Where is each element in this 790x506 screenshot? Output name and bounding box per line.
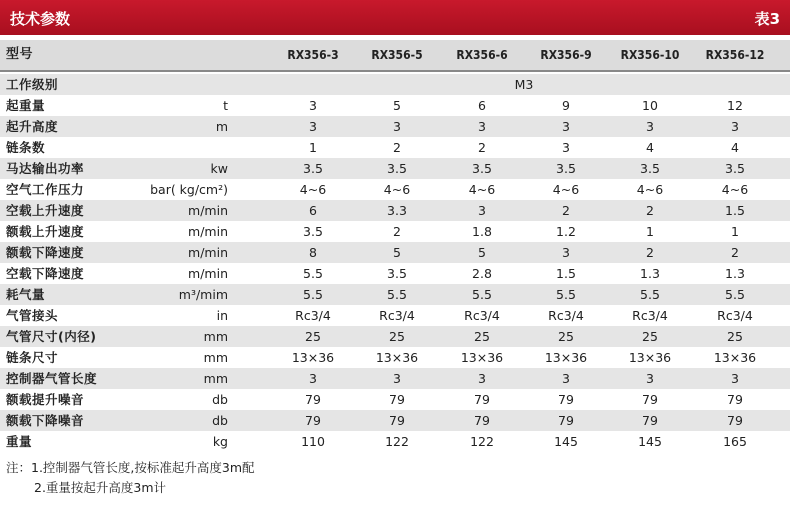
model-name: RX356-10 <box>620 48 680 62</box>
model-name: RX356-5 <box>371 48 423 62</box>
param-value: 13×36 <box>375 350 419 365</box>
param-unit: bar( kg/cm²) <box>150 182 228 197</box>
table-header-bar <box>0 0 790 35</box>
param-value: 79 <box>642 392 658 407</box>
param-value: 4~6 <box>552 182 580 197</box>
param-name: 额载上升速度 <box>6 224 85 239</box>
param-value: 9 <box>562 98 570 113</box>
param-name: 空载上升速度 <box>6 203 85 218</box>
param-value: 3 <box>309 98 317 113</box>
param-value: 3.5 <box>640 161 660 176</box>
param-value: 1.3 <box>725 266 745 281</box>
note-line: 2.重量按起升高度3m计 <box>34 480 167 495</box>
param-value: Rc3/4 <box>717 308 753 323</box>
param-value: 79 <box>305 392 321 407</box>
param-value: 3 <box>393 371 401 386</box>
param-value: 4~6 <box>636 182 664 197</box>
param-unit: m³/mim <box>178 287 228 302</box>
param-value: 122 <box>385 434 409 449</box>
param-value: 2 <box>393 224 401 239</box>
param-value: 25 <box>558 329 574 344</box>
param-value: 110 <box>301 434 325 449</box>
param-unit: in <box>216 308 228 323</box>
param-value: 25 <box>642 329 658 344</box>
param-value: 3.5 <box>725 161 745 176</box>
table-row <box>0 326 790 347</box>
param-value: 5.5 <box>303 266 323 281</box>
param-value: 79 <box>389 392 405 407</box>
param-value: 4~6 <box>468 182 496 197</box>
param-unit: m/min <box>188 224 228 239</box>
param-value: 79 <box>727 392 743 407</box>
param-value: 1.5 <box>556 266 576 281</box>
param-value: 4 <box>731 140 739 155</box>
model-header-row <box>0 40 790 72</box>
param-value: 6 <box>478 98 486 113</box>
param-value: 3 <box>478 119 486 134</box>
param-name: 空载下降速度 <box>6 266 85 281</box>
param-value: 3.5 <box>387 161 407 176</box>
param-value: Rc3/4 <box>464 308 500 323</box>
param-value: 5.5 <box>556 287 576 302</box>
table-notes <box>6 458 255 498</box>
param-value: 13×36 <box>460 350 504 365</box>
param-value: 2 <box>478 140 486 155</box>
param-unit: m/min <box>188 266 228 281</box>
param-unit: mm <box>203 371 228 386</box>
model-name: RX356-3 <box>287 48 339 62</box>
param-value: 3 <box>562 119 570 134</box>
param-name: 起重量 <box>6 98 46 113</box>
param-value: 13×36 <box>713 350 757 365</box>
param-value: 3.5 <box>303 161 323 176</box>
param-value: 79 <box>305 413 321 428</box>
table-row <box>0 284 790 305</box>
param-value: 3 <box>731 119 739 134</box>
param-value: 1 <box>646 224 654 239</box>
param-value: 5.5 <box>387 287 407 302</box>
param-value: 3.5 <box>303 224 323 239</box>
param-value: Rc3/4 <box>295 308 331 323</box>
param-value: 12 <box>727 98 743 113</box>
table-row <box>0 158 790 179</box>
param-value: 5.5 <box>725 287 745 302</box>
param-value: 1.3 <box>640 266 660 281</box>
param-name: 额载提升噪音 <box>6 392 85 407</box>
param-value: 10 <box>642 98 658 113</box>
param-name: 马达输出功率 <box>6 161 85 176</box>
param-name: 空气工作压力 <box>6 182 85 197</box>
param-value: 13×36 <box>628 350 672 365</box>
model-name: RX356-9 <box>540 48 592 62</box>
param-value: 1.2 <box>556 224 576 239</box>
param-name: 耗气量 <box>6 287 46 302</box>
table-row <box>0 200 790 221</box>
table-row <box>0 347 790 368</box>
param-value: 79 <box>642 413 658 428</box>
model-label: 型号 <box>6 47 34 62</box>
table-number: 表3 <box>754 10 780 28</box>
param-value: Rc3/4 <box>548 308 584 323</box>
param-value: 3 <box>646 371 654 386</box>
param-value: 1 <box>731 224 739 239</box>
param-value: 5 <box>393 245 401 260</box>
table-row <box>0 137 790 158</box>
param-value: 2 <box>646 203 654 218</box>
param-name: 气管尺寸(内径) <box>6 329 97 344</box>
param-unit: kg <box>212 434 228 449</box>
param-name: 链条尺寸 <box>6 350 59 365</box>
param-value: 3 <box>731 371 739 386</box>
param-value: 25 <box>727 329 743 344</box>
table-row <box>0 95 790 116</box>
param-value: Rc3/4 <box>379 308 415 323</box>
note-line: 注：1.控制器气管长度,按标准起升高度3m配 <box>6 460 255 475</box>
param-value: 3 <box>309 119 317 134</box>
model-name: RX356-12 <box>705 48 765 62</box>
param-value: 3 <box>478 203 486 218</box>
param-name: 额载下降噪音 <box>6 413 85 428</box>
table-row <box>0 368 790 389</box>
param-value-span: M3 <box>514 77 534 92</box>
param-value: 3.5 <box>472 161 492 176</box>
param-unit: db <box>212 413 228 428</box>
param-value: 8 <box>309 245 317 260</box>
param-value: 3 <box>646 119 654 134</box>
param-value: 2 <box>646 245 654 260</box>
param-value: 165 <box>723 434 747 449</box>
param-unit: mm <box>203 329 228 344</box>
param-unit: m/min <box>188 245 228 260</box>
param-value: 2 <box>731 245 739 260</box>
param-value: 3.3 <box>387 203 407 218</box>
param-value: 4~6 <box>383 182 411 197</box>
param-unit: m/min <box>188 203 228 218</box>
param-value: 3 <box>393 119 401 134</box>
param-value: 145 <box>638 434 662 449</box>
param-value: 4 <box>646 140 654 155</box>
param-value: 79 <box>558 413 574 428</box>
param-value: 79 <box>727 413 743 428</box>
param-value: 25 <box>305 329 321 344</box>
param-value: 25 <box>389 329 405 344</box>
table-row <box>0 242 790 263</box>
table-row <box>0 179 790 200</box>
param-value: 13×36 <box>291 350 335 365</box>
table-row <box>0 389 790 410</box>
param-name: 重量 <box>6 434 33 449</box>
param-value: 2 <box>562 203 570 218</box>
param-value: 6 <box>309 203 317 218</box>
param-name: 链条数 <box>6 140 46 155</box>
param-name: 工作级别 <box>6 77 59 92</box>
param-value: 3.5 <box>387 266 407 281</box>
param-value: 4~6 <box>721 182 749 197</box>
param-value: 1.5 <box>725 203 745 218</box>
param-name: 额载下降速度 <box>6 245 85 260</box>
param-value: 5.5 <box>303 287 323 302</box>
table-row <box>0 263 790 284</box>
param-name: 控制器气管长度 <box>6 371 98 386</box>
table-row <box>0 116 790 137</box>
param-unit: db <box>212 392 228 407</box>
param-value: 79 <box>474 413 490 428</box>
table-title: 技术参数 <box>10 10 71 28</box>
param-unit: mm <box>203 350 228 365</box>
param-value: 5 <box>393 98 401 113</box>
param-value: 13×36 <box>544 350 588 365</box>
param-value: 3 <box>309 371 317 386</box>
param-value: 145 <box>554 434 578 449</box>
model-name: RX356-6 <box>456 48 508 62</box>
table-row <box>0 431 790 452</box>
param-value: 3 <box>562 245 570 260</box>
param-value: 79 <box>474 392 490 407</box>
param-unit: m <box>215 119 228 134</box>
param-value: 3.5 <box>556 161 576 176</box>
param-value: 5 <box>478 245 486 260</box>
param-value: 3 <box>562 140 570 155</box>
param-value: Rc3/4 <box>632 308 668 323</box>
param-value: 1 <box>309 140 317 155</box>
table-row <box>0 305 790 326</box>
param-value: 79 <box>389 413 405 428</box>
param-value: 5.5 <box>472 287 492 302</box>
param-value: 79 <box>558 392 574 407</box>
param-unit: t <box>223 98 228 113</box>
param-name: 起升高度 <box>6 119 59 134</box>
param-value: 2.8 <box>472 266 492 281</box>
param-value: 2 <box>393 140 401 155</box>
param-value: 5.5 <box>640 287 660 302</box>
table-row <box>0 221 790 242</box>
param-value: 3 <box>562 371 570 386</box>
param-value: 3 <box>478 371 486 386</box>
param-value: 122 <box>470 434 494 449</box>
param-unit: kw <box>210 161 228 176</box>
table-row <box>0 410 790 431</box>
param-value: 1.8 <box>472 224 492 239</box>
param-value: 25 <box>474 329 490 344</box>
param-name: 气管接头 <box>6 308 59 323</box>
table-row <box>0 74 790 95</box>
param-value: 4~6 <box>299 182 327 197</box>
